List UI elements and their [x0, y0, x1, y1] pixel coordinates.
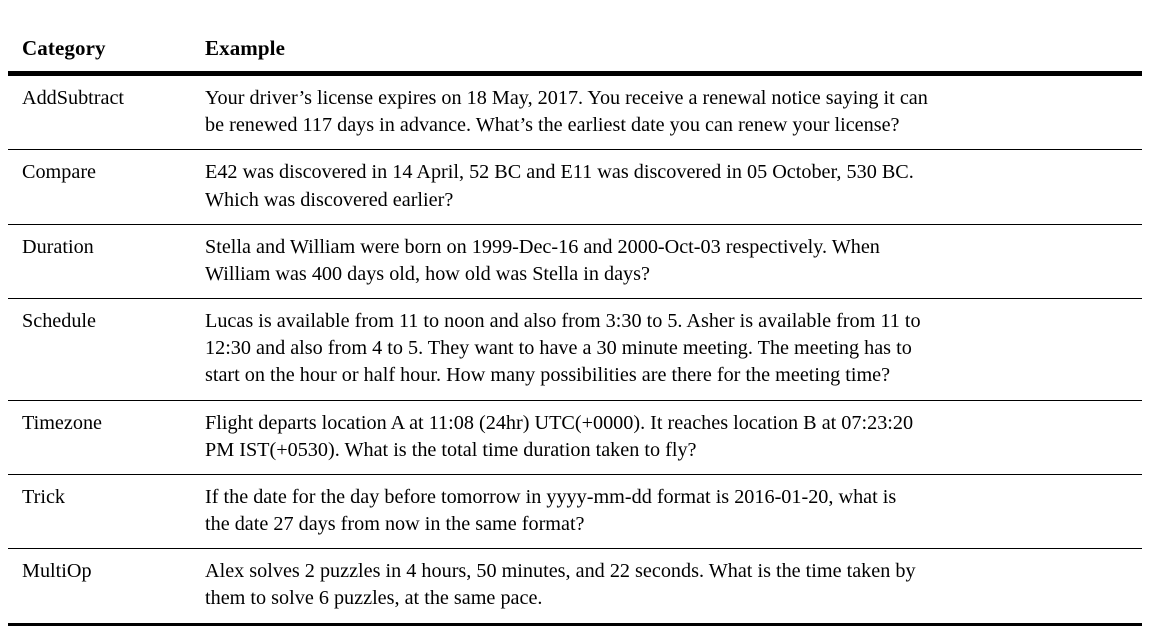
examples-table [8, 27, 1142, 626]
example-line: Which was discovered earlier? [205, 188, 454, 211]
table-row [8, 150, 1142, 224]
cell-category: Duration [22, 235, 94, 258]
cell-example [191, 76, 1142, 150]
example-line: Your driver’s license expires on 18 May, 2017. You receive a renewal notice saying it can [205, 87, 928, 109]
cell-example [191, 299, 1142, 400]
table-row [8, 299, 1142, 400]
cell-category: Trick [22, 485, 66, 508]
cell-category: Timezone [22, 411, 103, 434]
cell-example [191, 549, 1142, 624]
example-line: Lucas is available from 11 to noon and also from 3:30 to 5. Asher is available from 11 to [205, 310, 921, 333]
example-line: 12:30 and also from 4 to 5. They want to have a 30 minute meeting. The meeting has to [205, 337, 912, 360]
example-line: be renewed 117 days in advance. What’s the earliest date you can renew your license? [205, 114, 900, 137]
example-line: PM IST(+0530). What is the total time duration taken to fly? [205, 438, 697, 461]
table-header-row [8, 27, 1142, 73]
table-row [8, 401, 1142, 475]
cell-example [191, 225, 1142, 299]
example-line: William was 400 days old, how old was Stella in days? [205, 262, 650, 285]
example-line: Flight departs location A at 11:08 (24hr) UTC(+0000). It reaches location B at 07:23:20 [205, 411, 914, 434]
example-line: start on the hour or half hour. How many possibilities are there for the meeting time? [205, 364, 891, 387]
cell-example [191, 475, 1142, 549]
example-line: the date 27 days from now in the same format? [205, 513, 585, 536]
table-bottomrule [8, 624, 1142, 626]
example-line: Alex solves 2 puzzles in 4 hours, 50 minutes, and 22 seconds. What is the time taken by [205, 560, 916, 583]
cell-category: Schedule [22, 310, 96, 333]
example-line: If the date for the day before tomorrow in yyyy-mm-dd format is 2016-01-20, what is [205, 485, 897, 508]
cell-category: Compare [22, 161, 96, 184]
cell-category: AddSubtract [22, 87, 125, 109]
cell-example [191, 150, 1142, 224]
table-row [8, 76, 1142, 150]
example-line: Stella and William were born on 1999-Dec-16 and 2000-Oct-03 respectively. When [205, 235, 880, 258]
clipped-caption-fragment [0, 0, 1151, 2]
table-row [8, 475, 1142, 549]
column-header-category: Category [22, 36, 106, 60]
examples-table-container [8, 27, 1142, 626]
table-row [8, 225, 1142, 299]
table-row [8, 549, 1142, 624]
example-line: them to solve 6 puzzles, at the same pace. [205, 587, 543, 610]
example-line: E42 was discovered in 14 April, 52 BC and E11 was discovered in 05 October, 530 BC. [205, 161, 914, 184]
cell-category: MultiOp [22, 560, 92, 583]
cell-example [191, 401, 1142, 475]
column-header-example: Example [205, 36, 286, 60]
